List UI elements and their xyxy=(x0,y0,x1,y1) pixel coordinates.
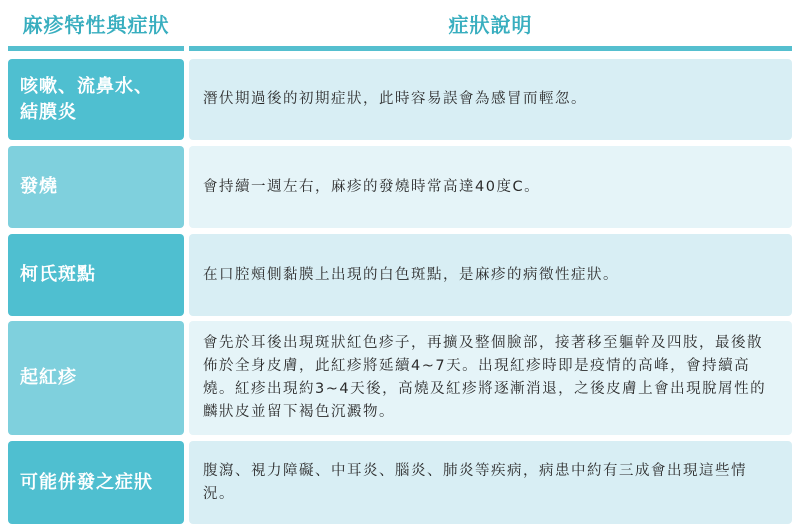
row-description: 潛伏期過後的初期症狀，此時容易誤會為感冒而輕忽。 xyxy=(189,59,792,140)
row-label: 可能併發之症狀 xyxy=(8,441,184,524)
table-row xyxy=(8,234,792,316)
header-underline-right xyxy=(189,46,792,51)
table-row xyxy=(8,59,792,140)
row-description: 腹瀉、視力障礙、中耳炎、腦炎、肺炎等疾病，病患中約有三成會出現這些情況。 xyxy=(189,441,792,524)
row-label: 起紅疹 xyxy=(8,321,184,435)
symptom-table xyxy=(8,0,792,531)
row-description: 在口腔頰側黏膜上出現的白色斑點，是麻疹的病徵性症狀。 xyxy=(189,234,792,316)
row-label: 咳嗽、流鼻水、結膜炎 xyxy=(8,59,184,140)
table-row xyxy=(8,146,792,228)
table-row xyxy=(8,321,792,435)
row-label: 發燒 xyxy=(8,146,184,228)
row-description: 會持續一週左右，麻疹的發燒時常高達40度C。 xyxy=(189,146,792,228)
table-row xyxy=(8,441,792,524)
header-underline-left xyxy=(8,46,184,51)
header-description: 症狀說明 xyxy=(448,12,533,37)
table-header xyxy=(8,0,792,52)
row-label: 柯氏斑點 xyxy=(8,234,184,316)
row-description: 會先於耳後出現斑狀紅色疹子，再擴及整個臉部，接著移至軀幹及四肢，最後散佈於全身皮膚，此紅疹將延續4~7天。出現紅疹時即是疫情的高峰，會持續高燒。紅疹出現約3~4天後，高燒及紅疹將逐漸消退，之後皮膚上會出現脫屑性的麟狀皮並留下褐色沉澱物。 xyxy=(189,321,792,435)
header-characteristics: 麻疹特性與症狀 xyxy=(22,12,170,37)
